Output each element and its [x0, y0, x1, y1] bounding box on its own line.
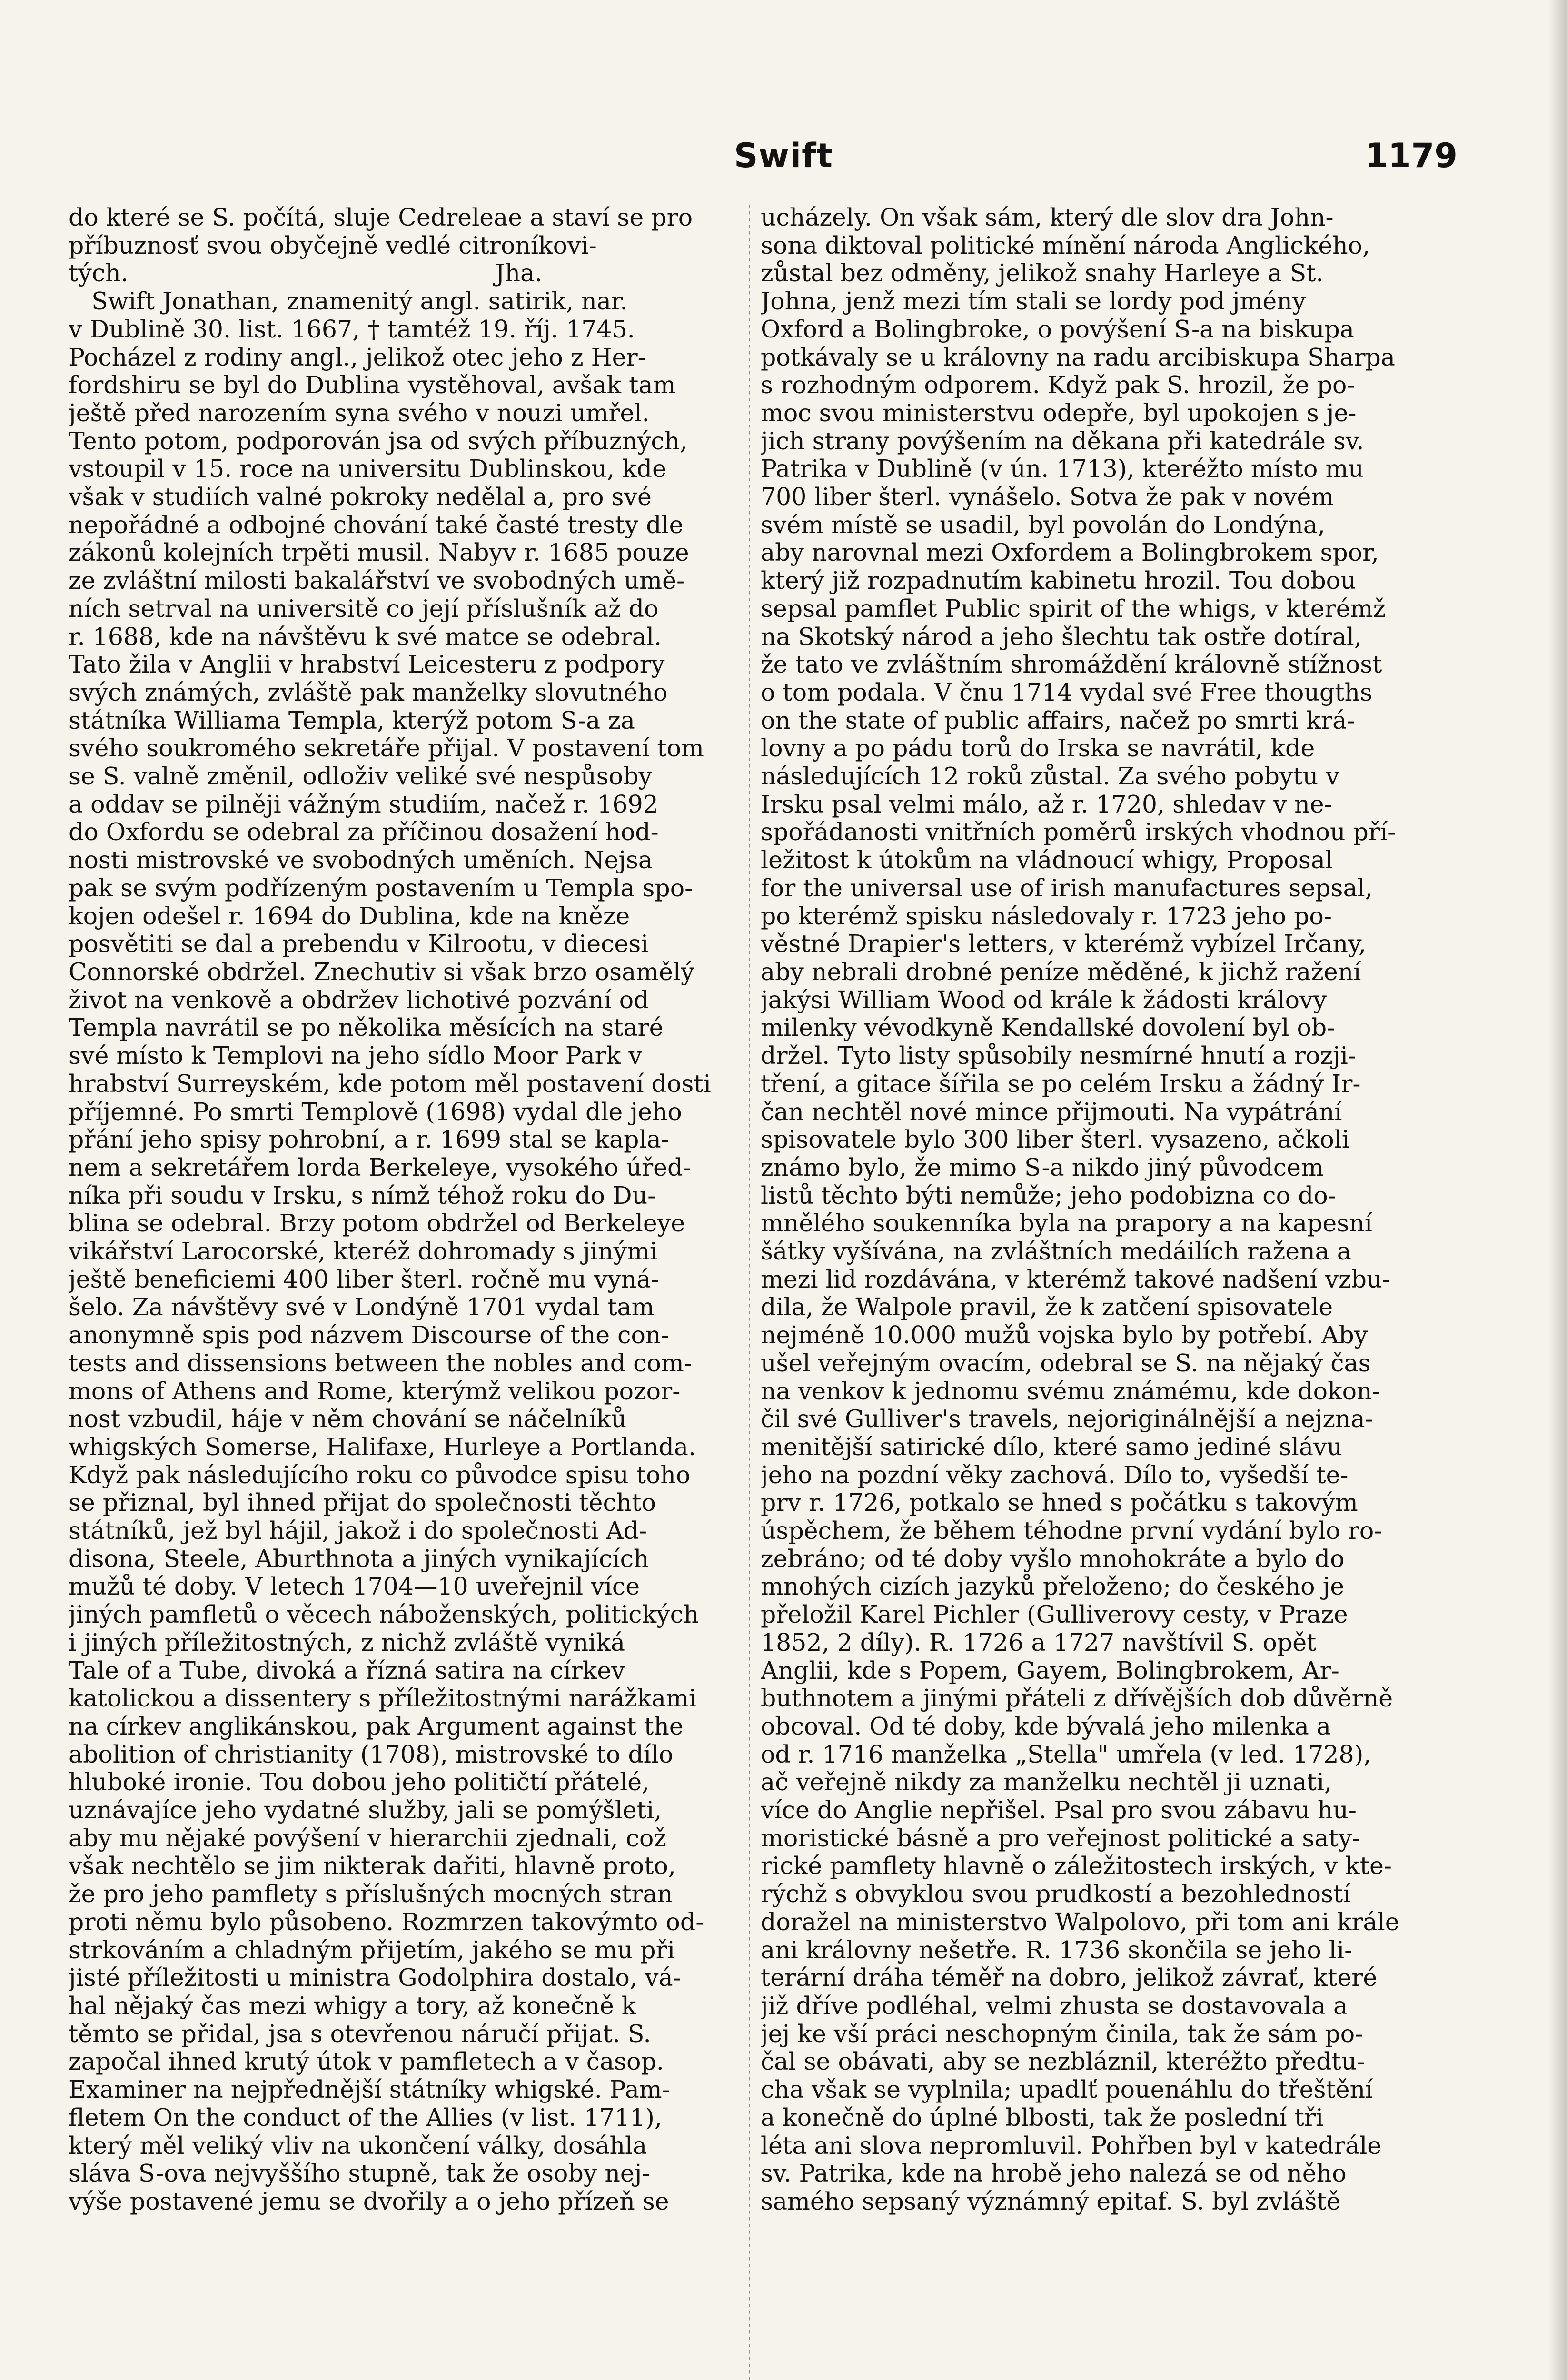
text-line: sona diktoval politické mínění národa Anglického, — [761, 231, 1370, 259]
text-line: věstné Drapier's letters, v kterémž vybízel Irčany, — [761, 930, 1366, 958]
text-line: jich strany povýšením na děkana při katedrále sv. — [761, 426, 1364, 455]
text-line: posvětiti se dal a prebendu v Kilrootu, v diecesi — [69, 930, 649, 958]
text-line: anonymně spis pod názvem Discourse of the con- — [69, 1321, 669, 1349]
text-line: svého soukromého sekretáře přijal. V postavení tom — [69, 734, 704, 763]
text-line: Tale of a Tube, divoká a řízná satira na církev — [69, 1656, 625, 1685]
text-line: mons of Athens and Rome, kterýmž velikou pozor- — [69, 1377, 681, 1405]
running-headword: Swift — [734, 136, 833, 175]
text-line: nost vzbudil, háje v něm chování se náčelníků — [69, 1405, 627, 1433]
text-line: aby narovnal mezi Oxfordem a Bolingbrokem spor, — [761, 538, 1379, 567]
text-line: fordshiru se byl do Dublina vystěhoval, avšak tam — [69, 371, 676, 399]
text-line: sláva S-ova nejvyššího stupně, tak že osoby nej- — [69, 2159, 650, 2188]
text-line: do které se S. počítá, sluje Cedreleae a staví se pro — [69, 204, 693, 231]
text-line: ani královny nešetře. R. 1736 skončila se jeho li- — [761, 1935, 1353, 1964]
text-line: držel. Tyto listy spůsobily nesmírné hnutí a rozji- — [761, 1041, 1356, 1070]
text-line: hluboké ironie. Tou dobou jeho političtí přátelé, — [69, 1768, 650, 1796]
text-line: na Skotský národ a jeho šlechtu tak ostře dotíral, — [761, 622, 1362, 651]
text-line: prv r. 1726, potkalo se hned s počátku s takovým — [761, 1488, 1358, 1517]
text-line: níka při soudu v Irsku, s nímž téhož roku do Du- — [69, 1181, 656, 1210]
right-text-column — [761, 204, 1427, 2216]
text-line: jej ke vší práci neschopným činila, tak že sám po- — [761, 2019, 1363, 2048]
text-line: jakýsi William Wood od krále k žádosti královy — [761, 985, 1327, 1014]
text-line: Tento potom, podporován jsa od svých příbuzných, — [69, 426, 688, 455]
text-line: ještě beneficiemi 400 liber šterl. ročně mu vyná- — [69, 1265, 659, 1293]
text-line: blina se odebral. Brzy potom obdržel od Berkeleye — [69, 1209, 685, 1238]
text-line: spořádanosti vnitřních poměrů irských vhodnou pří- — [761, 818, 1396, 846]
text-line: přeložil Karel Pichler (Gulliverovy cesty, v Praze — [761, 1600, 1348, 1629]
text-line: tých. Jha. — [69, 259, 543, 288]
text-line: i jiných příležitostných, z nichž zvláště vyniká — [69, 1628, 625, 1656]
text-line: obcoval. Od té doby, kde bývalá jeho milenka a — [761, 1712, 1331, 1740]
text-line: aby mu nějaké povýšení v hierarchii zjednali, což — [69, 1824, 667, 1852]
text-line: kojen odešel r. 1694 do Dublina, kde na kněze — [69, 902, 630, 930]
text-line: na venkov k jednomu svému známému, kde dokon- — [761, 1377, 1380, 1405]
text-line: Tato žila v Anglii v hrabství Leicesteru z podpory — [69, 650, 665, 679]
text-line: nejméně 10.000 mužů vojska bylo by potřebí. Aby — [761, 1321, 1368, 1349]
text-line: že pro jeho pamflety s příslušných mocných stran — [69, 1880, 673, 1908]
text-line: ze zvláštní milosti bakalářství ve svobodných umě- — [69, 566, 685, 595]
text-line: rýchž s obvyklou svou prudkostí a bezohledností — [761, 1880, 1351, 1908]
page-number: 1179 — [1365, 136, 1458, 175]
page-header — [71, 129, 1496, 182]
text-line: státníků, jež byl hájil, jakož i do společnosti Ad- — [69, 1517, 647, 1545]
text-line: zebráno; od té doby vyšlo mnohokráte a bylo do — [761, 1544, 1345, 1573]
text-line: čal se obávati, aby se nezbláznil, kteréžto předtu- — [761, 2047, 1365, 2076]
column-divider — [749, 205, 750, 2380]
text-line: jiných pamfletů o věcech náboženských, politických — [69, 1600, 699, 1629]
text-line: Swift Jonathan, znamenitý angl. satirik, nar. — [69, 287, 628, 316]
text-line: těmto se přidal, jsa s otevřenou náručí přijat. S. — [69, 2019, 651, 2048]
text-line: ležitost k útokům na vládnoucí whigy, Proposal — [761, 846, 1333, 874]
text-line: tření, a gitace šířila se po celém Irsku a žádný Ir- — [761, 1069, 1361, 1098]
text-line: započal ihned krutý útok v pamfletech a v časop. — [69, 2047, 664, 2076]
text-line: Johna, jenž mezi tím stali se lordy pod jmény — [761, 287, 1306, 316]
text-line: nosti mistrovské ve svobodných uměních. Nejsa — [69, 846, 653, 874]
text-line: léta ani slova nepromluvil. Pohřben byl v katedrále — [761, 2131, 1382, 2160]
text-line: příbuznosť svou obyčejně vedlé citroníkovi- — [69, 231, 597, 259]
text-line: v Dublině 30. list. 1667, † tamtéž 19. říj. 1745. — [69, 315, 635, 343]
text-line: však v studiích valné pokroky nedělal a, pro své — [69, 483, 652, 511]
text-line: disona, Steele, Aburthnota a jiných vynikajících — [69, 1544, 649, 1573]
text-line: do Oxfordu se odebral za příčinou dosažení hod- — [69, 818, 659, 846]
text-line: milenky vévodkyně Kendallské dovolení byl ob- — [761, 1013, 1335, 1042]
text-line: pak se svým podřízeným postavením u Templa spo- — [69, 873, 693, 902]
text-line: s rozhodným odporem. Když pak S. hrozil, že po- — [761, 371, 1355, 399]
text-line: 700 liber šterl. vynášelo. Sotva že pak v novém — [761, 483, 1334, 511]
text-line: hal nějaký čas mezi whigy a tory, až konečně k — [69, 1992, 636, 2020]
text-line: již dříve podléhal, velmi zhusta se dostavovala a — [761, 1992, 1348, 2020]
text-line: whigských Somerse, Halifaxe, Hurleye a Portlanda. — [69, 1432, 696, 1461]
text-line: přání jeho spisy pohrobní, a r. 1699 stal se kapla- — [69, 1125, 669, 1154]
text-line: vstoupil v 15. roce na universitu Dublinskou, kde — [69, 455, 666, 483]
text-line: Oxford a Bolingbroke, o povýšení S-a na biskupa — [761, 315, 1354, 343]
text-line: výše postavené jemu se dvořily a o jeho přízeň se — [69, 2187, 669, 2215]
text-line: spisovatele bylo 300 liber šterl. vysazeno, ačkoli — [761, 1125, 1350, 1154]
text-line: hrabství Surreyském, kde potom měl postavení dosti — [69, 1069, 711, 1098]
text-line: na církev anglikánskou, pak Argument against the — [69, 1712, 684, 1740]
text-line: zákonů kolejních trpěti musil. Nabyv r. 1685 pouze — [69, 538, 689, 567]
text-line: sv. Patrika, kde na hrobě jeho nalezá se od něho — [761, 2159, 1347, 2188]
text-line: menitější satirické dílo, které samo jediné slávu — [761, 1432, 1343, 1461]
text-line: Když pak následujícího roku co původce spisu toho — [69, 1460, 691, 1489]
text-line: se přiznal, byl ihned přijat do společnosti těchto — [69, 1488, 656, 1517]
text-line: šelo. Za návštěvy své v Londýně 1701 vydal tam — [69, 1293, 655, 1321]
text-line: svém místě se usadil, byl povolán do Londýna, — [761, 510, 1325, 539]
text-line: po kterémž spisku následovaly r. 1723 jeho po- — [761, 902, 1332, 930]
text-line: Connorské obdržel. Znechutiv si však brzo osamělý — [69, 957, 694, 986]
text-line: moc svou ministerstvu odepře, byl upokojen s je- — [761, 398, 1357, 427]
text-line: 1852, 2 díly). R. 1726 a 1727 navštívil S. opět — [761, 1628, 1317, 1656]
text-line: Templa navrátil se po několika měsících na staré — [69, 1013, 664, 1042]
text-line: proti němu bylo působeno. Rozmrzen takovýmto od- — [69, 1907, 704, 1936]
text-line: ních setrval na universitě co její příslušník až do — [69, 594, 659, 623]
text-line: Patrika v Dublině (v ún. 1713), kteréžto místo mu — [761, 455, 1364, 483]
text-line: a konečně do úplné blbosti, tak že poslední tři — [761, 2103, 1324, 2132]
text-line: doražel na ministerstvo Walpolovo, při tom ani krále — [761, 1907, 1399, 1936]
text-line: aby nebrali drobné peníze měděné, k jichž ražení — [761, 957, 1361, 986]
text-line: od r. 1716 manželka „Stella" umřela (v led. 1728), — [761, 1740, 1371, 1768]
text-line: více do Anglie nepřišel. Psal pro svou zábavu hu- — [761, 1796, 1357, 1825]
text-line: strkováním a chladným přijetím, jakého se mu při — [69, 1935, 675, 1964]
text-line: že tato ve zvláštním shromáždění královně stížnost — [761, 650, 1382, 679]
text-line: své místo k Templovi na jeho sídlo Moor Park v — [69, 1041, 642, 1070]
text-line: potkávaly se u královny na radu arcibiskupa Sharpa — [761, 343, 1395, 371]
text-line: mužů té doby. V letech 1704—10 uveřejnil více — [69, 1572, 640, 1601]
text-line: dila, že Walpole pravil, že k zatčení spisovatele — [761, 1293, 1333, 1321]
page-edge-shadow — [1548, 0, 1567, 2380]
text-line: uznávajíce jeho vydatné služby, jali se pomýšleti, — [69, 1796, 662, 1825]
text-line: on the state of public affairs, načež po smrti krá- — [761, 706, 1355, 734]
text-line: následujících 12 roků zůstal. Za svého pobytu v — [761, 762, 1339, 791]
text-line: který měl veliký vliv na ukončení války, dosáhla — [69, 2131, 647, 2160]
text-line: fletem On the conduct of the Allies (v list. 1711), — [69, 2103, 662, 2132]
text-line: čan nechtěl nové mince přijmouti. Na vypátrání — [761, 1097, 1342, 1126]
text-line: r. 1688, kde na návštěvu k své matce se odebral. — [69, 622, 662, 651]
text-line: for the universal use of irish manufactures sepsal, — [761, 873, 1373, 902]
text-line: šátky vyšívána, na zvláštních medáilích ražena a — [761, 1237, 1351, 1266]
text-line: Anglii, kde s Popem, Gayem, Bolingbrokem, Ar- — [761, 1656, 1339, 1685]
text-line: jeho na pozdní věky zachová. Dílo to, vyšedší te- — [761, 1460, 1349, 1489]
text-line: Irsku psal velmi málo, až r. 1720, shledav v ne- — [761, 790, 1332, 818]
text-line: který již rozpadnutím kabinetu hrozil. Tou dobou — [761, 566, 1356, 595]
text-line: se S. valně změnil, odloživ veliké své nespůsoby — [69, 762, 652, 791]
text-line: státníka Williama Templa, kterýž potom S-a za — [69, 706, 635, 734]
text-line: Examiner na nejpřednější státníky whigské. Pam- — [69, 2075, 670, 2104]
text-line: však nechtělo se jim nikterak dařiti, hlavně proto, — [69, 1852, 676, 1880]
text-line: život na venkově a obdržev lichotivé pozvání od — [69, 985, 649, 1014]
text-line: mezi lid rozdávána, v kterémž takové nadšení vzbu- — [761, 1265, 1390, 1293]
text-line: terární dráha téměř na dobro, jelikož závrať, které — [761, 1964, 1378, 1992]
text-line: listů těchto býti nemůže; jeho podobizna co do- — [761, 1181, 1336, 1210]
text-line: buthnotem a jinými přáteli z dřívějších dob důvěrně — [761, 1684, 1393, 1713]
text-line: cha však se vyplnila; upadlť pouenáhlu do třeštění — [761, 2075, 1373, 2104]
text-line: ještě před narozením syna svého v nouzi umřel. — [69, 398, 650, 427]
text-line: svých známých, zvláště pak manželky slovutného — [69, 678, 668, 706]
left-text-column — [69, 204, 735, 2216]
text-line: příjemné. Po smrti Templově (1698) vydal dle jeho — [69, 1097, 682, 1126]
text-line: nepořádné a odbojné chování také časté tresty dle — [69, 510, 684, 539]
text-line: nem a sekretářem lorda Berkeleye, vysokého úřed- — [69, 1153, 691, 1181]
text-line: tests and dissensions between the nobles and com- — [69, 1349, 692, 1377]
text-line: vikářství Larocorské, kteréž dohromady s jinými — [69, 1237, 658, 1266]
text-line: rické pamflety hlavně o záležitostech irských, v kte- — [761, 1852, 1392, 1880]
text-line: sepsal pamflet Public spirit of the whigs, v kterémž — [761, 594, 1386, 623]
text-line: ušel veřejným ovacím, odebral se S. na nějaký čas — [761, 1349, 1371, 1377]
text-line: Pocházel z rodiny angl., jelikož otec jeho z Her- — [69, 343, 646, 371]
text-line: samého sepsaný význámný epitaf. S. byl zvláště — [761, 2187, 1341, 2215]
text-line: katolickou a dissentery s příležitostnými narážkami — [69, 1684, 697, 1713]
text-line: abolition of christianity (1708), mistrovské to dílo — [69, 1740, 674, 1768]
text-line: známo bylo, že mimo S-a nikdo jiný původcem — [761, 1153, 1324, 1181]
text-line: mnělého soukenníka byla na prapory a na kapesní — [761, 1209, 1372, 1238]
text-line: lovny a po pádu torů do Irska se navrátil, kde — [761, 734, 1315, 763]
text-line: zůstal bez odměny, jelikož snahy Harleye a St. — [761, 259, 1324, 288]
text-line: o tom podala. V čnu 1714 vydal své Free thougths — [761, 678, 1372, 706]
text-line: úspěchem, že během téhodne první vydání bylo ro- — [761, 1517, 1382, 1545]
text-line: moristické básně a pro veřejnost politické a saty- — [761, 1824, 1360, 1852]
text-line: mnohých cizích jazyků přeloženo; do českého je — [761, 1572, 1345, 1601]
text-line: čil své Gulliver's travels, nejoriginálnější a nejzna- — [761, 1405, 1373, 1433]
text-line: a oddav se pilněji vážným studiím, načež r. 1692 — [69, 790, 658, 818]
text-line: ucházely. On však sám, který dle slov dra John- — [761, 204, 1334, 231]
text-line: jisté příležitosti u ministra Godolphira dostalo, vá- — [69, 1964, 681, 1992]
text-line: ač veřejně nikdy za manželku nechtěl ji uznati, — [761, 1768, 1332, 1796]
